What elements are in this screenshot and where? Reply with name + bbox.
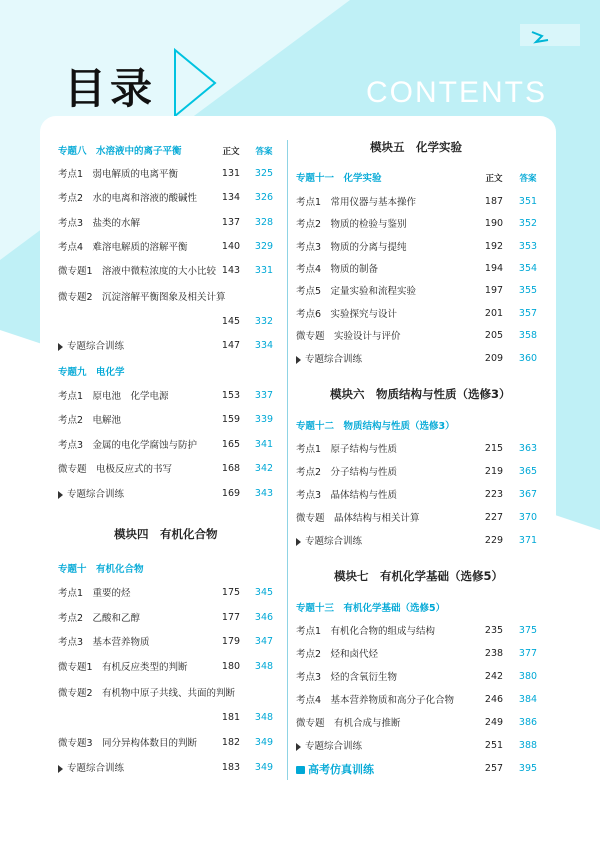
toc-entry[interactable]: 微专题 有机合成与推断 bbox=[296, 718, 401, 729]
page-number: 215 bbox=[484, 443, 504, 454]
toc-entry[interactable]: 微专题2 有机物中原子共线、共面的判断 bbox=[58, 688, 236, 699]
module-heading: 模块四 有机化合物 bbox=[114, 527, 218, 541]
answer-page: 347 bbox=[254, 636, 274, 647]
page-number: 219 bbox=[484, 466, 504, 477]
toc-entry[interactable]: 考点3 烃的含氧衍生物 bbox=[296, 672, 398, 683]
toc-entry[interactable]: 微专题 实验设计与评价 bbox=[296, 331, 401, 342]
answer-page: 375 bbox=[518, 625, 538, 636]
toc-entry[interactable]: 考点4 物质的制备 bbox=[296, 264, 379, 275]
page-number: 257 bbox=[484, 763, 504, 774]
answer-page: 337 bbox=[254, 390, 274, 401]
toc-entry-review[interactable] bbox=[296, 740, 362, 754]
answer-page: 360 bbox=[518, 353, 538, 364]
page-number: 131 bbox=[221, 168, 241, 179]
topic-heading: 专题十 有机化合物 bbox=[58, 564, 144, 575]
toc-entry[interactable]: 微专题3 同分异构体数目的判断 bbox=[58, 738, 198, 749]
topic-heading: 专题十三 有机化学基础（选修5） bbox=[296, 603, 446, 614]
toc-entry[interactable]: 微专题2 沉淀溶解平衡图象及相关计算 bbox=[58, 292, 226, 303]
module-heading: 模块五 化学实验 bbox=[370, 140, 462, 154]
page-number: 183 bbox=[221, 762, 241, 773]
page-number: 249 bbox=[484, 717, 504, 728]
column-divider bbox=[287, 140, 288, 780]
answer-page: 355 bbox=[518, 285, 538, 296]
page-number: 238 bbox=[484, 648, 504, 659]
header-answer: 答案 bbox=[255, 147, 273, 157]
page-number: 201 bbox=[484, 308, 504, 319]
toc-entry[interactable]: 考点2 电解池 bbox=[58, 415, 122, 426]
toc-entry[interactable]: 考点4 难溶电解质的溶解平衡 bbox=[58, 242, 188, 253]
page-number: 192 bbox=[484, 241, 504, 252]
toc-entry[interactable]: 考点3 盐类的水解 bbox=[58, 218, 141, 229]
page-number: 134 bbox=[221, 192, 241, 203]
answer-page: 395 bbox=[518, 763, 538, 774]
triangle-bullet-icon bbox=[58, 765, 63, 773]
module-heading: 模块六 物质结构与性质（选修3） bbox=[330, 387, 511, 401]
answer-page: 370 bbox=[518, 512, 538, 523]
answer-page: 348 bbox=[254, 661, 274, 672]
answer-page: 352 bbox=[518, 218, 538, 229]
toc-entry[interactable]: 微专题 晶体结构与相关计算 bbox=[296, 513, 420, 524]
answer-page: 334 bbox=[254, 340, 274, 351]
triangle-bullet-icon bbox=[296, 356, 301, 364]
toc-entry[interactable]: 考点2 乙酸和乙醇 bbox=[58, 613, 141, 624]
answer-page: 349 bbox=[254, 762, 274, 773]
toc-entry[interactable]: 微专题1 有机反应类型的判断 bbox=[58, 662, 188, 673]
page-number: 223 bbox=[484, 489, 504, 500]
answer-page: 384 bbox=[518, 694, 538, 705]
toc-entry[interactable]: 考点3 物质的分离与提纯 bbox=[296, 242, 407, 253]
toc-entry[interactable]: 考点1 弱电解质的电离平衡 bbox=[58, 169, 179, 180]
answer-page: 346 bbox=[254, 612, 274, 623]
toc-entry[interactable]: 考点3 晶体结构与性质 bbox=[296, 490, 398, 501]
answer-page: 328 bbox=[254, 217, 274, 228]
page-title: 目录 bbox=[64, 64, 157, 113]
toc-entry[interactable]: 考点3 金属的电化学腐蚀与防护 bbox=[58, 440, 198, 451]
page-number: 177 bbox=[221, 612, 241, 623]
page-number: 209 bbox=[484, 353, 504, 364]
page-number: 137 bbox=[221, 217, 241, 228]
toc-entry-label: 专题综合训练 bbox=[67, 341, 125, 352]
page-number: 227 bbox=[484, 512, 504, 523]
page-number: 168 bbox=[221, 463, 241, 474]
topic-heading: 专题十二 物质结构与性质（选修3） bbox=[296, 421, 455, 432]
page-number: 187 bbox=[484, 196, 504, 207]
book-icon bbox=[296, 766, 305, 774]
answer-page: 386 bbox=[518, 717, 538, 728]
answer-page: 341 bbox=[254, 439, 274, 450]
page-number: 251 bbox=[484, 740, 504, 751]
toc-entry-review[interactable] bbox=[296, 535, 362, 549]
page-number: 181 bbox=[221, 712, 241, 723]
toc-entry[interactable]: 考点6 实验探究与设计 bbox=[296, 309, 398, 320]
answer-page: 351 bbox=[518, 196, 538, 207]
answer-page: 371 bbox=[518, 535, 538, 546]
answer-page: 329 bbox=[254, 241, 274, 252]
toc-entry-review[interactable] bbox=[58, 340, 124, 354]
answer-page: 342 bbox=[254, 463, 274, 474]
toc-entry-review[interactable] bbox=[296, 353, 362, 367]
toc-entry[interactable]: 考点2 分子结构与性质 bbox=[296, 467, 398, 478]
header-page: 正文 bbox=[222, 147, 240, 157]
toc-entry[interactable]: 考点1 有机化合物的组成与结构 bbox=[296, 626, 436, 637]
answer-page: 388 bbox=[518, 740, 538, 751]
answer-page: 339 bbox=[254, 414, 274, 425]
answer-page: 345 bbox=[254, 587, 274, 598]
toc-entry-label: 专题综合训练 bbox=[305, 354, 363, 365]
toc-entry-label: 专题综合训练 bbox=[305, 741, 363, 752]
page-number: 143 bbox=[221, 265, 241, 276]
header-page: 正文 bbox=[485, 174, 503, 184]
toc-entry[interactable]: 考点3 基本营养物质 bbox=[58, 637, 150, 648]
toc-entry[interactable]: 考点1 原电池 化学电源 bbox=[58, 391, 169, 402]
answer-page: 358 bbox=[518, 330, 538, 341]
triangle-bullet-icon bbox=[296, 538, 301, 546]
toc-entry[interactable]: 考点1 常用仪器与基本操作 bbox=[296, 197, 417, 208]
page-number: 229 bbox=[484, 535, 504, 546]
page-number: 246 bbox=[484, 694, 504, 705]
page-number: 242 bbox=[484, 671, 504, 682]
toc-entry-label: 专题综合训练 bbox=[67, 763, 125, 774]
answer-page: 354 bbox=[518, 263, 538, 274]
answer-page: 380 bbox=[518, 671, 538, 682]
page-title-english: CONTENTS bbox=[366, 76, 547, 109]
toc-entry[interactable]: 考点2 物质的检验与鉴别 bbox=[296, 219, 407, 230]
answer-page: 363 bbox=[518, 443, 538, 454]
answer-page: 365 bbox=[518, 466, 538, 477]
page-number: 197 bbox=[484, 285, 504, 296]
page-number: 190 bbox=[484, 218, 504, 229]
answer-page: 343 bbox=[254, 488, 274, 499]
answer-page: 377 bbox=[518, 648, 538, 659]
toc-entry-review[interactable] bbox=[58, 488, 124, 502]
exam-simulation-label: 高考仿真训练 bbox=[308, 763, 374, 776]
answer-page: 332 bbox=[254, 316, 274, 327]
topic-heading: 专题九 电化学 bbox=[58, 367, 125, 378]
page-number: 147 bbox=[221, 340, 241, 351]
triangle-bullet-icon bbox=[296, 743, 301, 751]
answer-page: 353 bbox=[518, 241, 538, 252]
triangle-bullet-icon bbox=[58, 491, 63, 499]
topic-heading: 专题十一 化学实验 bbox=[296, 173, 382, 184]
page-number: 140 bbox=[221, 241, 241, 252]
exam-simulation-entry[interactable] bbox=[296, 761, 374, 777]
page-number: 159 bbox=[221, 414, 241, 425]
answer-page: 349 bbox=[254, 737, 274, 748]
answer-page: 331 bbox=[254, 265, 274, 276]
page-number: 182 bbox=[221, 737, 241, 748]
toc-entry[interactable]: 微专题1 溶液中微粒浓度的大小比较 bbox=[58, 266, 217, 277]
answer-page: 357 bbox=[518, 308, 538, 319]
triangle-bullet-icon bbox=[58, 343, 63, 351]
page-number: 145 bbox=[221, 316, 241, 327]
page-number: 175 bbox=[221, 587, 241, 598]
toc-entry[interactable]: 考点2 水的电离和溶液的酸碱性 bbox=[58, 193, 198, 204]
toc-entry-review[interactable] bbox=[58, 762, 124, 776]
module-heading: 模块七 有机化学基础（选修5） bbox=[334, 569, 503, 583]
toc-entry[interactable]: 考点1 原子结构与性质 bbox=[296, 444, 398, 455]
toc-entry[interactable]: 考点2 烃和卤代烃 bbox=[296, 649, 379, 660]
page-number: 169 bbox=[221, 488, 241, 499]
page-number: 153 bbox=[221, 390, 241, 401]
answer-page: 326 bbox=[254, 192, 274, 203]
page-number: 180 bbox=[221, 661, 241, 672]
page-number: 179 bbox=[221, 636, 241, 647]
page-number: 235 bbox=[484, 625, 504, 636]
answer-page: 348 bbox=[254, 712, 274, 723]
page-number: 165 bbox=[221, 439, 241, 450]
page-number: 205 bbox=[484, 330, 504, 341]
answer-page: 367 bbox=[518, 489, 538, 500]
toc-entry[interactable]: 考点1 重要的烃 bbox=[58, 588, 131, 599]
toc-entry[interactable]: 微专题 电极反应式的书写 bbox=[58, 464, 173, 475]
answer-page: 325 bbox=[254, 168, 274, 179]
toc-entry-label: 专题综合训练 bbox=[67, 489, 125, 500]
toc-entry-label: 专题综合训练 bbox=[305, 536, 363, 547]
page-number: 194 bbox=[484, 263, 504, 274]
topic-heading: 专题八 水溶液中的离子平衡 bbox=[58, 146, 182, 157]
header-answer: 答案 bbox=[519, 174, 537, 184]
toc-entry[interactable]: 考点4 基本营养物质和高分子化合物 bbox=[296, 695, 455, 706]
toc-entry[interactable]: 考点5 定量实验和流程实验 bbox=[296, 286, 417, 297]
